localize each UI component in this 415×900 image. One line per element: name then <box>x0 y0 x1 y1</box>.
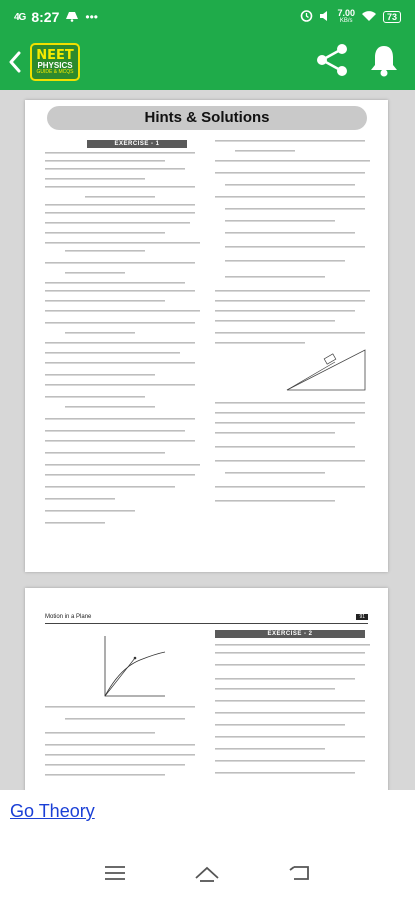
notification-icon <box>65 10 79 25</box>
status-bar <box>0 0 415 34</box>
bell-icon <box>369 43 399 77</box>
alarm-icon <box>300 9 313 25</box>
system-navigation-bar <box>0 850 415 900</box>
app-bar <box>0 34 415 90</box>
volume-icon <box>319 10 331 25</box>
back-button[interactable] <box>0 34 30 90</box>
menu-nav-button[interactable] <box>103 864 127 887</box>
speed-value: 7.00 <box>337 8 355 18</box>
network-speed <box>337 9 355 25</box>
chevron-left-icon <box>8 51 22 73</box>
home-nav-button[interactable] <box>193 863 221 888</box>
back-nav-button[interactable] <box>288 863 312 888</box>
chapter-title: Motion in a Plane <box>45 614 92 620</box>
logo-text-physics: PHYSICS <box>37 61 73 70</box>
battery-indicator: 73 <box>383 11 401 23</box>
exercise-heading: EXERCISE - 1 <box>87 140 187 148</box>
solutions-text-block <box>25 100 388 572</box>
pdf-viewer[interactable] <box>0 90 415 790</box>
pdf-page-hints-solutions <box>25 100 388 572</box>
page2-content <box>25 588 388 790</box>
back-nav-icon <box>288 863 312 883</box>
logo-text-guide: GUIDE & MCQS <box>36 69 74 75</box>
signal-indicator: 4G <box>14 11 26 23</box>
incline-diagram <box>287 350 365 390</box>
speed-unit: KB/s <box>339 18 353 24</box>
logo-text-neet: NEET <box>36 48 74 63</box>
home-icon <box>193 863 221 883</box>
clock: 8:27 <box>31 9 60 25</box>
exercise-heading: EXERCISE - 2 <box>215 630 365 638</box>
wifi-icon <box>361 10 377 25</box>
app-logo <box>30 43 80 81</box>
page-number: 91 <box>356 614 368 620</box>
page-title: Hints & Solutions <box>47 106 367 130</box>
notifications-button[interactable] <box>369 43 399 82</box>
more-notifications-icon: ••• <box>85 10 98 24</box>
pdf-page-motion-in-a-plane <box>25 588 388 790</box>
menu-icon <box>103 864 127 882</box>
go-theory-link[interactable]: Go Theory <box>10 801 95 821</box>
share-icon <box>313 41 351 79</box>
graph-diagram <box>105 636 165 696</box>
share-button[interactable] <box>313 41 351 84</box>
